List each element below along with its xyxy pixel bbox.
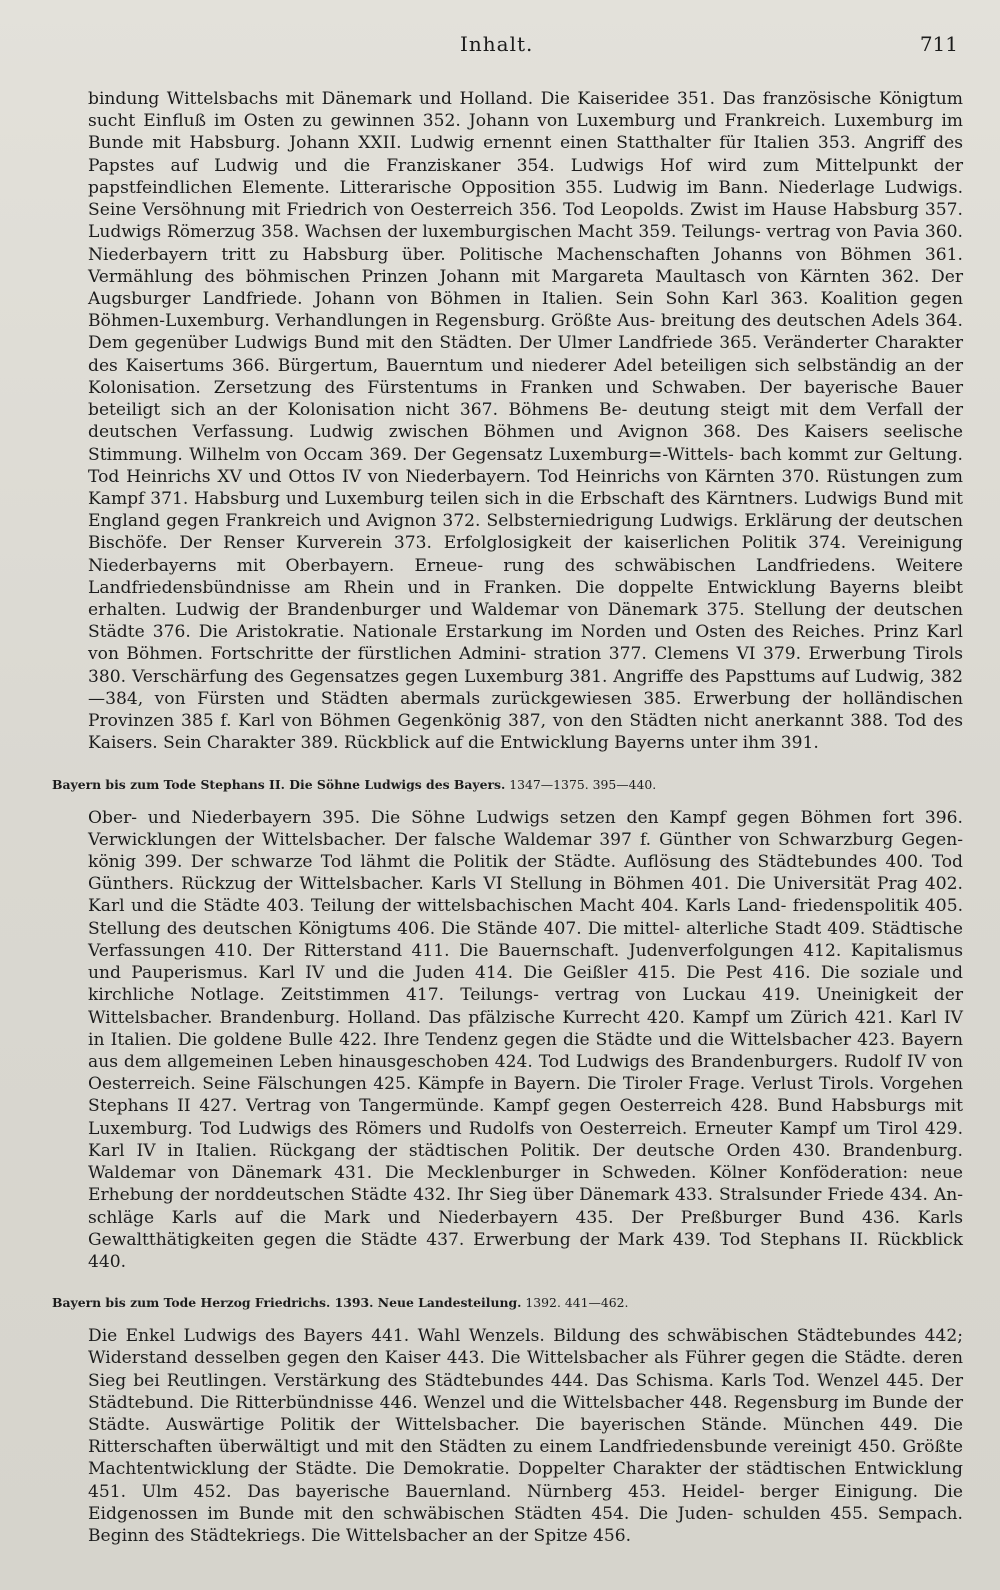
page-header [0,32,1000,62]
table-of-contents-body [52,88,963,1547]
section-heading-2 [52,773,963,797]
running-title: Inhalt. [460,32,534,56]
section-heading-3-years: 1392. 441—462. [525,1295,629,1311]
section-heading-3 [52,1291,963,1315]
toc-paragraph-3: Die Enkel Ludwigs des Bayers 441. Wahl Wenzels. Bildung des schwäbischen Städtebundes 442; Widerstand desselben gegen den Kaiser 443. Die Wittelsbacher als Führer gegen die Städte. deren Sieg bei Reutlingen. Verstärkung des Städtebundes 444. Das Schisma. Karls Tod. Wenzel 445. Der Städtebund. Die Ritterbündnisse 446. Wenzel und die Wittelsbacher 448. Regensburg im Bunde der Städte. Auswärtige Politik der Wittelsbacher. Die bayerischen Stände. München 449. Die Ritterschaften überwältigt und mit den Städten zu einem Landfriedensbunde vereinigt 450. Größte Machtentwicklung der Städte. Die Demokratie. Doppelter Charakter der städtischen Entwicklung 451. Ulm 452. Das bayerische Bauernland. Nürnberg 453. Heidel- berger Einigung. Die Eidgenossen im Bunde mit den schwäbischen Städten 454. Die Juden- schulden 455. Sempach. Beginn des Städtekriegs. Die Wittelsbacher an der Spitze 456. [88,1326,963,1547]
section-heading-2-years: 1347—1375. 395—440. [509,776,657,792]
toc-paragraph-1: bindung Wittelsbachs mit Dänemark und Holland. Die Kaiseridee 351. Das französische Königtum sucht Einfluß im Osten zu gewinnen 352. Johann von Luxemburg und Frankreich. Luxemburg im Bunde mit Habsburg. Johann XXII. Ludwig ernennt einen Statthalter für Italien 353. Angriff des Papstes auf Ludwig und die Franziskaner 354. Ludwigs Hof wird zum Mittelpunkt der papstfeindlichen Elemente. Litterarische Opposition 355. Ludwig im Bann. Niederlage Ludwigs. Seine Versöhnung mit Friedrich von Oesterreich 356. Tod Leopolds. Zwist im Hause Habsburg 357. Ludwigs Römerzug 358. Wachsen der luxemburgischen Macht 359. Teilungs- vertrag von Pavia 360. Niederbayern tritt zu Habsburg über. Politische Machenschaften Johanns von Böhmen 361. Vermählung des böhmischen Prinzen Johann mit Margareta Maultasch von Kärnten 362. Der Augsburger Landfriede. Johann von Böhmen in Italien. Sein Sohn Karl 363. Koalition gegen Böhmen-Luxemburg. Verhandlungen in Regensburg. Größte Aus- breitung des deutschen Adels 364. Dem gegenüber Ludwigs Bund mit den Städten. Der Ulmer Landfriede 365. Veränderter Charakter des Kaisertums 366. Bürgertum, Bauerntum und niederer Adel beteiligen sich selbständig an der Kolonisation. Zersetzung des Fürstentums in Franken und Schwaben. Der bayerische Bauer beteiligt sich an der Kolonisation nicht 367. Böhmens Be- deutung steigt mit dem Verfall der deutschen Verfassung. Ludwig zwischen Böhmen und Avignon 368. Des Kaisers seelische Stimmung. Wilhelm von Occam 369. Der Gegensatz Luxemburg=-Wittels- bach kommt zur Geltung. Tod Heinrichs XV und Ottos IV von Niederbayern. Tod Heinrichs von Kärnten 370. Rüstungen zum Kampf 371. Habsburg und Luxemburg teilen sich in die Erbschaft des Kärntners. Ludwigs Bund mit England gegen Frankreich und Avignon 372. Selbsterniedrigung Ludwigs. Erklärung der deutschen Bischöfe. Der Renser Kurverein 373. Erfolglosigkeit der kaiserlichen Politik 374. Vereinigung Niederbayerns mit Oberbayern. Erneue- rung des schwäbischen Landfriedens. Weitere Landfriedensbündnisse am Rhein und in Franken. Die doppelte Entwicklung Bayerns bleibt erhalten. Ludwig der Brandenburger und Waldemar von Dänemark 375. Stellung der deutschen Städte 376. Die Aristokratie. Nationale Erstarkung im Norden und Osten des Reiches. Prinz Karl von Böhmen. Fortschritte der fürstlichen Admini- stration 377. Clemens VI 379. Erwerbung Tirols 380. Verschärfung des Gegensatzes gegen Luxemburg 381. Angriffe des Papsttums auf Ludwig, 382—384, von Fürsten und Städten abermals zurückgewiesen 385. Erwerbung der holländischen Provinzen 385 f. Karl von Böhmen Gegenkönig 387, von den Städten nicht anerkannt 388. Tod des Kaisers. Sein Charakter 389. Rückblick auf die Entwicklung Bayerns unter ihm 391. [88,89,963,754]
toc-paragraph-2: Ober- und Niederbayern 395. Die Söhne Ludwigs setzen den Kampf gegen Böhmen fort 396. Verwicklungen der Wittelsbacher. Der falsche Waldemar 397 f. Günther von Schwarzburg Gegen- könig 399. Der schwarze Tod lähmt die Politik der Städte. Auflösung des Städtebundes 400. Tod Günthers. Rückzug der Wittelsbacher. Karls VI Stellung in Böhmen 401. Die Universität Prag 402. Karl und die Städte 403. Teilung der wittelsbachischen Macht 404. Karls Land- friedenspolitik 405. Stellung des deutschen Königtums 406. Die Stände 407. Die mittel- alterliche Stadt 409. Städtische Verfassungen 410. Der Ritterstand 411. Die Bauernschaft. Judenverfolgungen 412. Kapitalismus und Pauperismus. Karl IV und die Juden 414. Die Geißler 415. Die Pest 416. Die soziale und kirchliche Notlage. Zeitstimmen 417. Teilungs- vertrag von Luckau 419. Uneinigkeit der Wittelsbacher. Brandenburg. Holland. Das pfälzische Kurrecht 420. Kampf um Zürich 421. Karl IV in Italien. Die goldene Bulle 422. Ihre Tendenz gegen die Städte und die Wittelsbacher 423. Bayern aus dem allgemeinen Leben hinausgeschoben 424. Tod Ludwigs des Brandenburgers. Rudolf IV von Oesterreich. Seine Fälschungen 425. Kämpfe in Bayern. Die Tiroler Frage. Verlust Tirols. Vorgehen Stephans II 427. Vertrag von Tangermünde. Kampf gegen Oesterreich 428. Bund Habsburgs mit Luxemburg. Tod Ludwigs des Römers und Rudolfs von Oesterreich. Erneuter Kampf um Tirol 429. Karl IV in Italien. Rückgang der städtischen Politik. Der deutsche Orden 430. Brandenburg. Waldemar von Dänemark 431. Die Mecklenburger in Schweden. Kölner Konföderation: neue Erhebung der norddeutschen Städte 432. Ihr Sieg über Dänemark 433. Stralsunder Friede 434. An- schläge Karls auf die Mark und Niederbayern 435. Der Preßburger Bund 436. Karls Gewaltthätigkeiten gegen die Städte 437. Erwerbung der Mark 439. Tod Stephans II. Rückblick 440. [88,807,963,1272]
section-heading-3-title: Bayern bis zum Tode Herzog Friedrichs. 1393. Neue Landesteilung. [52,1295,522,1311]
page-number: 711 [919,32,958,56]
section-heading-2-title: Bayern bis zum Tode Stephans II. Die Söhne Ludwigs des Bayers. [52,776,506,792]
